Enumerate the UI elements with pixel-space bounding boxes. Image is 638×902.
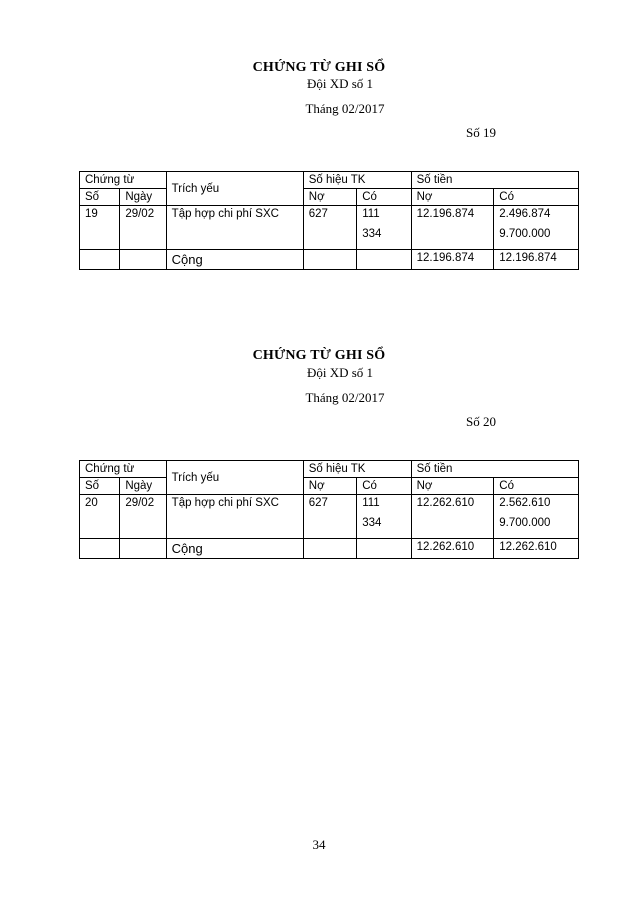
row-debit-account: 627 [303,206,356,250]
row-debit-amount: 12.262.610 [411,495,494,539]
total-credit: 12.196.874 [494,250,579,270]
header-so: Số [80,478,120,495]
total-debit: 12.262.610 [411,539,494,559]
header-row [80,461,579,478]
table-row [80,206,579,250]
header-voucher: Chứng từ [80,461,167,478]
total-credit: 12.262.610 [494,539,579,559]
header-ngay: Ngày [120,478,166,495]
total-co [357,539,411,559]
row-debit-account: 627 [303,495,356,539]
header-co: Có [357,189,411,206]
header-amount-no: Nợ [411,189,494,206]
voucher-table [79,171,579,270]
row-summary: Tập hợp chi phí SXC [166,206,303,250]
voucher-number: Số 20 [466,414,496,429]
credit-account-2: 334 [362,228,382,240]
row-ngay: 29/02 [120,495,166,539]
credit-amount-2: 9.700.000 [499,228,551,240]
voucher-unit: Đội XD số 1 [306,365,374,380]
voucher-number: Số 19 [466,125,496,140]
row-debit-amount: 12.196.874 [411,206,494,250]
header-ngay: Ngày [120,189,166,206]
header-amount: Số tiền [411,461,578,478]
total-row [80,250,579,270]
header-row [80,172,579,189]
voucher-table [79,460,579,559]
subheader-row [80,478,579,495]
credit-amount-2: 9.700.000 [499,517,551,529]
credit-amount-1: 2.562.610 [499,497,551,509]
total-label: Cộng [166,539,303,559]
total-no [303,539,356,559]
credit-account-1: 111 [362,208,380,220]
total-row [80,539,579,559]
header-account-code: Số hiệu TK [303,461,411,478]
credit-amount-1: 2.496.874 [499,208,551,220]
header-account-code: Số hiệu TK [303,172,411,189]
header-summary: Trích yếu [166,172,303,206]
header-amount-no: Nợ [411,478,494,495]
row-credit-accounts [357,495,411,539]
total-ngay [120,539,166,559]
page-number: 34 [312,837,326,852]
header-voucher: Chứng từ [80,172,167,189]
row-ngay: 29/02 [120,206,166,250]
header-no: Nợ [303,478,356,495]
total-so [80,250,120,270]
row-credit-amounts [494,495,579,539]
row-credit-accounts [357,206,411,250]
header-summary: Trích yếu [166,461,303,495]
header-amount-co: Có [494,478,579,495]
voucher-title: CHỨNG TỪ GHI SỔ [252,348,386,363]
row-credit-amounts [494,206,579,250]
voucher-month: Tháng 02/2017 [305,101,385,116]
total-ngay [120,250,166,270]
voucher-unit: Đội XD số 1 [306,76,374,91]
total-co [357,250,411,270]
total-label: Cộng [166,250,303,270]
voucher-title: CHỨNG TỪ GHI SỔ [252,60,386,75]
header-amount-co: Có [494,189,579,206]
credit-account-1: 111 [362,497,380,509]
total-debit: 12.196.874 [411,250,494,270]
total-so [80,539,120,559]
header-no: Nợ [303,189,356,206]
row-so: 20 [80,495,120,539]
table-row [80,495,579,539]
row-so: 19 [80,206,120,250]
row-summary: Tập hợp chi phí SXC [166,495,303,539]
header-so: Số [80,189,120,206]
header-amount: Số tiền [411,172,578,189]
subheader-row [80,189,579,206]
total-no [303,250,356,270]
credit-account-2: 334 [362,517,382,529]
header-co: Có [357,478,411,495]
voucher-month: Tháng 02/2017 [305,390,385,405]
